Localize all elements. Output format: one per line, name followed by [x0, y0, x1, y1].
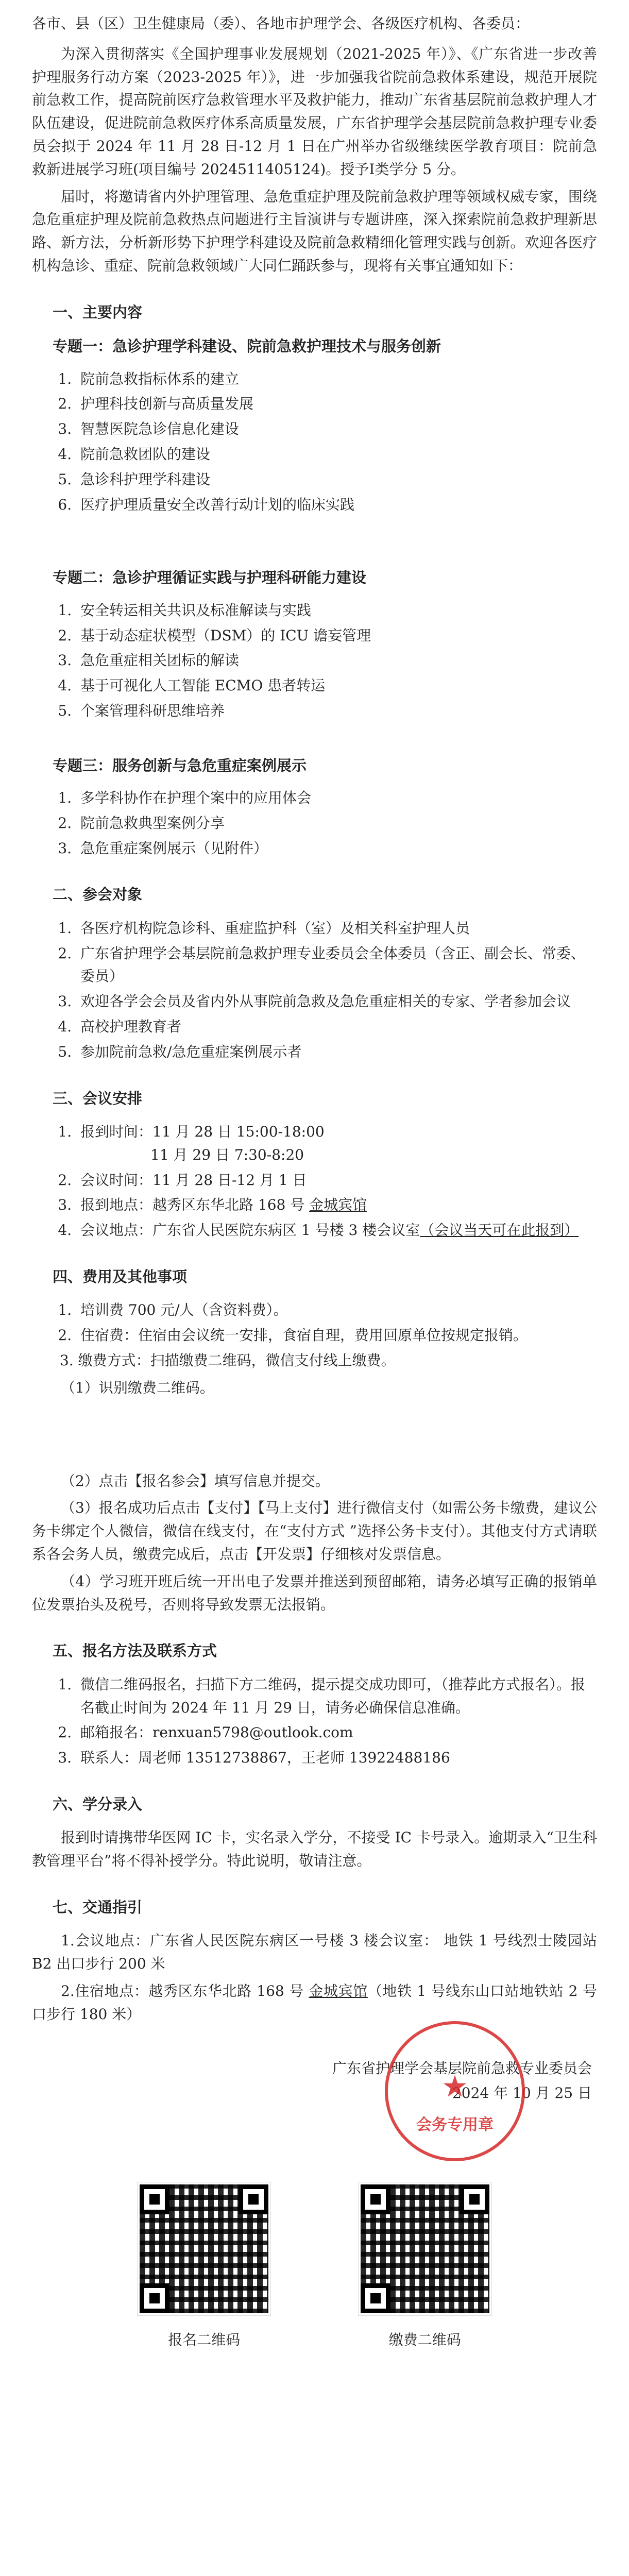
transport-hotel-prefix: 2.住宿地点：越秀区东华北路 168 号 [61, 1982, 309, 1999]
section-title-schedule: 三、会议安排 [53, 1089, 143, 1107]
transport-hotel-link[interactable]: 金城宾馆 [309, 1982, 368, 1999]
signature-date: 2024 年 10 月 25 日 [452, 2084, 592, 2102]
payment-qr-caption: 缴费二维码 [388, 2331, 461, 2349]
registration-qr-card [138, 2182, 270, 2352]
list-item: 4. 院前急救团队的建设 [76, 443, 597, 466]
seal-star-icon: ★ [441, 2068, 468, 2104]
topic-title-1: 专题一：急诊护理学科建设、院前急救护理技术与服务创新 [53, 337, 441, 355]
checkin-location: 报到地点：越秀区东华北路 168 号 [80, 1196, 310, 1214]
list-item: 1. 各医疗机构院急诊科、重症监护科（室）及相关科室护理人员 [76, 917, 597, 940]
checkin-time: 报到时间：11 月 28 日 15:00-18:00 [80, 1123, 325, 1141]
list-item: 3. 智慧医院急诊信息化建设 [76, 418, 597, 441]
credits-text: 报到时请携带华医网 IC 卡，实名录入学分，不接受 IC 卡号录入。逾期录入“卫生科教管理平台”将不得补授学分。特此说明，敬请注意。 [32, 1829, 597, 1870]
fees-list [32, 1299, 597, 1347]
transport-hotel [32, 1980, 597, 2026]
payment-qr-icon[interactable] [359, 2182, 491, 2315]
salutation: 各市、县（区）卫生健康局（委）、各地市护理学会、各级医疗机构、各委员： [32, 15, 530, 32]
registration-qr-icon[interactable] [138, 2182, 270, 2315]
list-item: 2. 院前急救典型案例分享 [76, 812, 597, 835]
section-title-credits: 六、学分录入 [53, 1795, 143, 1813]
hotel-link[interactable]: 金城宾馆 [309, 1196, 367, 1214]
list-item: 2. 住宿费：住宿由会议统一安排，食宿自理，费用回原单位按规定报销。 [76, 1324, 597, 1347]
list-item [76, 1194, 597, 1217]
transport-venue: 1.会议地点：广东省人民医院东病区一号楼 3 楼会议室： 地铁 1 号线烈士陵园站 B2 出口步行 200 米 [32, 1932, 597, 1973]
list-item: 3. 联系人：周老师 13512738867，王老师 13922488186 [76, 1747, 597, 1770]
venue-checkin-note: （会议当天可在此报到） [420, 1222, 579, 1239]
section-title-fees: 四、费用及其他事项 [53, 1268, 188, 1286]
list-item: 2. 会议时间：11 月 28 日-12 月 1 日 [76, 1169, 597, 1192]
intro-paragraph-1: 为深入贯彻落实《全国护理事业发展规划（2021-2025 年）》、《广东省进一步改善护理服务行动方案（2023-2025 年）》，进一步加强我省院前急救体系建设，规范开展院前急救工作，提高院前医疗急救管理水平及救护能力，推动广东省基层院前急救护理人才队伍建设，促进院前急救医疗体系高质量发展，广东省护理学会基层院前急救护理专业委员会拟于 2024 年 11 月 28 日-12 月 1 日在广州举办省级继续医学教育项目：院前急救新进展学习班(项目编号 2024511405124)。授予Ⅰ类学分 5 分。 [32, 45, 597, 178]
list-item: 6. 医疗护理质量安全改善行动计划的临床实践 [76, 494, 597, 517]
topic-title-3: 专题三：服务创新与急危重症案例展示 [53, 756, 307, 774]
payment-spacer [32, 1404, 597, 1466]
signature-organization: 广东省护理学会基层院前急救专业委员会 [332, 2059, 592, 2077]
topic-title-2: 专题二：急诊护理循证实践与护理科研能力建设 [53, 569, 367, 587]
transport-hotel-suffix: （地铁 1 号线东山口站地铁站 2 号口步行 180 米） [32, 1982, 597, 2023]
list-item: 3. 急危重症案例展示（见附件） [76, 837, 597, 860]
section-title-transport: 七、交通指引 [53, 1898, 143, 1916]
payment-step-1: （1）识别缴费二维码。 [61, 1379, 214, 1396]
intro-paragraph-2: 届时，将邀请省内外护理管理、急危重症护理及院前急救护理等领域权威专家，围绕急危重症护理及院前急救热点问题进行主旨演讲与专题讲座，深入探索院前急救护理新思路、新方法，分析新形势下护理学科建设及院前急救精细化管理实践与创新。欢迎各医疗机构急诊、重症、院前急救领域广大同仁踊跃参与，现将有关事宜通知如下： [32, 188, 597, 274]
official-seal [385, 2021, 525, 2161]
list-item [76, 1219, 597, 1242]
list-item [76, 1121, 597, 1167]
venue-location: 会议地点：广东省人民医院东病区 1 号楼 3 楼会议室 [80, 1222, 420, 1239]
topic-1-list [32, 368, 597, 517]
registration-qr-caption: 报名二维码 [168, 2331, 241, 2349]
section-title-registration: 五、报名方法及联系方式 [53, 1642, 217, 1660]
list-item: 5. 个案管理科研思维培养 [76, 700, 597, 723]
list-item: 1. 多学科协作在护理个案中的应用体会 [76, 787, 597, 810]
list-item: 3. 急危重症相关团标的解读 [76, 649, 597, 672]
list-item: 2. 护理科技创新与高质量发展 [76, 393, 597, 416]
topic-2-list [32, 599, 597, 723]
payment-qr-card [359, 2182, 491, 2352]
list-item: 5. 急诊科护理学科建设 [76, 468, 597, 492]
payment-step-4: （4）学习班开班后统一开出电子发票并推送到预留邮箱，请务必填写正确的报销单位发票抬头及税号，否则将导致发票无法报销。 [32, 1572, 597, 1613]
list-item: 4. 高校护理教育者 [76, 1015, 597, 1039]
section-title-attendees: 二、参会对象 [53, 886, 143, 904]
payment-step-2: （2）点击【报名参会】填写信息并提交。 [61, 1472, 330, 1489]
schedule-list [32, 1121, 597, 1242]
list-item: 4. 基于可视化人工智能 ECMO 患者转运 [76, 674, 597, 698]
topic-3-list [32, 787, 597, 860]
list-item: 1. 培训费 700 元/人（含资料费）。 [76, 1299, 597, 1322]
checkin-time-continued: 11 月 29 日 7:30-8:20 [150, 1146, 304, 1163]
list-item: 1. 微信二维码报名，扫描下方二维码，提示提交成功即可，（推荐此方式报名）。报名截止时间为 2024 年 11 月 29 日，请务必确保信息准确。 [76, 1673, 597, 1720]
payment-method: 3. 缴费方式：扫描缴费二维码，微信支付线上缴费。 [60, 1352, 396, 1369]
list-item: 2. 基于动态症状模型（DSM）的 ICU 谵妄管理 [76, 624, 597, 648]
signature-block [32, 2057, 597, 2134]
payment-step-3: （3）报名成功后点击【支付】【马上支付】进行微信支付（如需公务卡缴费，建议公务卡绑定个人微信，微信在线支付，在“支付方式 ”选择公务卡支付）。其他支付方式请联系各会务人员，缴费完成后，点击【开发票】仔细核对发票信息。 [32, 1499, 597, 1563]
list-item: 2. 广东省护理学会基层院前急救护理专业委员会全体委员（含正、副会长、常委、委员） [76, 942, 597, 989]
list-item: 3. 欢迎各学会会员及省内外从事院前急救及急危重症相关的专家、学者参加会议 [76, 990, 597, 1013]
seal-text: 会务专用章 [416, 2115, 494, 2134]
attendees-list [32, 917, 597, 1064]
registration-list [32, 1673, 597, 1770]
list-item: 5. 参加院前急救/急危重症案例展示者 [76, 1041, 597, 1064]
qr-code-row [32, 2182, 597, 2352]
section-title-main-content: 一、主要内容 [53, 303, 143, 321]
list-item: 1. 院前急救指标体系的建立 [76, 368, 597, 391]
list-item: 1. 安全转运相关共识及标准解读与实践 [76, 599, 597, 622]
list-item: 2. 邮箱报名：renxuan5798@outlook.com [76, 1721, 597, 1744]
